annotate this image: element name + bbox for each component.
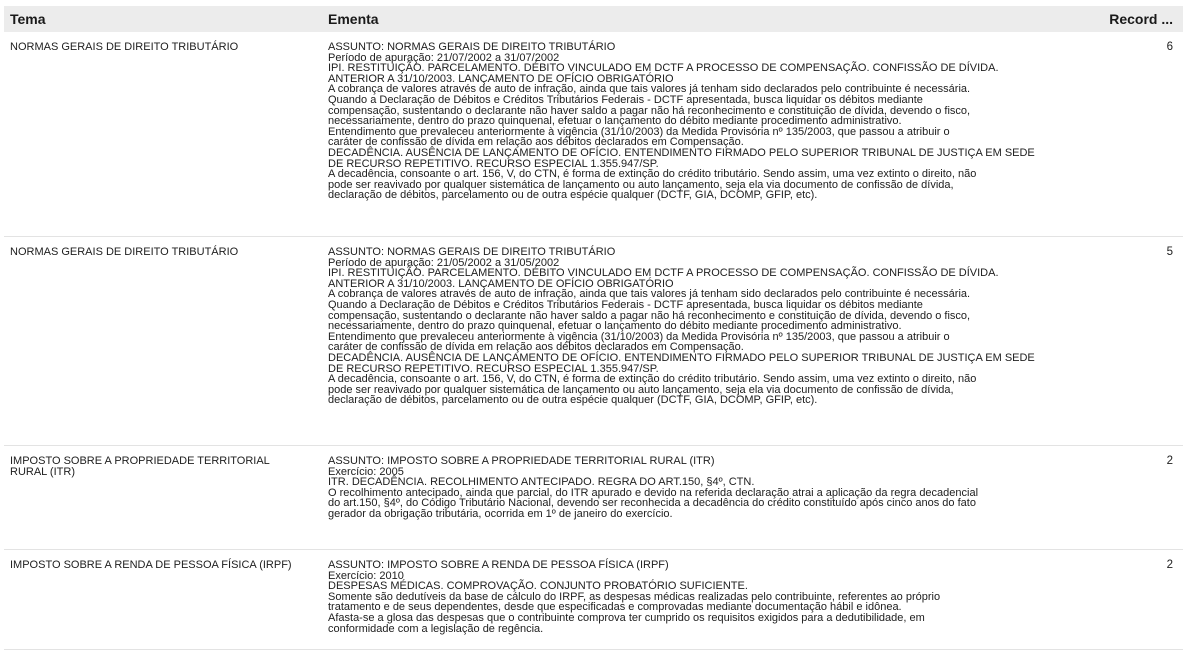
ementa-line: pode ser reavivado por qualquer sistemática de lançamento ou auto lançamento, seja ela via documento de confissão de dívida, xyxy=(328,178,954,191)
ementa-line: A cobrança de valores através de auto de infração, ainda que tais valores já tenham sido declarados pelo contribuinte é necessária. xyxy=(328,288,971,301)
ementa-line: necessariamente, dentro do prazo quinquenal, efetuar o lançamento do débito mediante procedimento administrativo. xyxy=(328,320,902,333)
ementa-line: declaração de débitos, parcelamento ou de outra espécie qualquer (DCTF, GIA, DCOMP, GFIP, etc). xyxy=(328,189,818,202)
cell-record: 6 xyxy=(1166,41,1173,53)
ementa-line: pode ser reavivado por qualquer sistemática de lançamento ou auto lançamento, seja ela via documento de confissão de dívida, xyxy=(328,383,954,396)
ementa-line: compensação, sustentando o declarante não haver saldo a pagar não há reconhecimento e constituição de dívida, devendo o fisco, xyxy=(328,309,971,322)
table-row[interactable] xyxy=(4,550,1183,650)
ementa-line: DE RECURSO REPETITIVO. RECURSO ESPECIAL 1.355.947/SP. xyxy=(328,362,659,375)
ementa-line: Período de apuração: 21/07/2002 a 31/07/2002 xyxy=(328,51,560,64)
column-header-tema[interactable]: Tema xyxy=(10,11,46,27)
ementa-line: declaração de débitos, parcelamento ou de outra espécie qualquer (DCTF, GIA, DCOMP, GFIP, etc). xyxy=(328,394,818,407)
ementa-line: A decadência, consoante o art. 156, V, do CTN, é forma de extinção do crédito tributário. Sendo assim, uma vez extinto o direito, não xyxy=(328,168,977,181)
ementa-line: ASSUNTO: NORMAS GERAIS DE DIREITO TRIBUTÁRIO xyxy=(328,246,616,258)
ementa-line: conformidade com a legislação de regência. xyxy=(328,622,544,635)
ementa-line: Exercício: 2005 xyxy=(328,465,404,478)
ementa-line: DECADÊNCIA. AUSÊNCIA DE LANÇAMENTO DE OFÍCIO. ENTENDIMENTO FIRMADO PELO SUPERIOR TRIBUNAL DE JUSTIÇA EM SEDE xyxy=(328,351,1035,364)
ementa-line: Afasta-se a glosa das despesas que o contribuinte comprova ter cumprido os requisitos exigidos para a dedutibilidade, em xyxy=(328,611,925,624)
ementa-line: ASSUNTO: NORMAS GERAIS DE DIREITO TRIBUTÁRIO xyxy=(328,41,616,53)
ementa-line: IPI. RESTITUIÇÃO. PARCELAMENTO. DÉBITO VINCULADO EM DCTF A PROCESSO DE COMPENSAÇÃO. CONFISSÃO DE DÍVIDA. xyxy=(328,267,999,280)
column-header-record[interactable]: Record ... xyxy=(1109,11,1173,27)
cell-ementa xyxy=(322,560,1100,649)
ementa-line: caráter de confissão de dívida em relação aos débitos declarados em Compensação. xyxy=(328,136,744,149)
cell-ementa xyxy=(322,456,1100,549)
ementa-line: caráter de confissão de dívida em relação aos débitos declarados em Compensação. xyxy=(328,341,744,354)
ementa-line: DE RECURSO REPETITIVO. RECURSO ESPECIAL 1.355.947/SP. xyxy=(328,157,659,170)
cell-record: 2 xyxy=(1166,455,1173,467)
ementa-line: O recolhimento antecipado, ainda que parcial, do ITR apurado e devido na referida declaração atrai a aplicação da regra decadencial xyxy=(328,486,979,499)
cell-ementa xyxy=(322,42,1100,236)
column-header-ementa[interactable]: Ementa xyxy=(328,11,379,27)
ementa-line: IPI. RESTITUIÇÃO. PARCELAMENTO. DÉBITO VINCULADO EM DCTF A PROCESSO DE COMPENSAÇÃO. CONFISSÃO DE DÍVIDA. xyxy=(328,62,999,75)
ementa-line: Quando a Declaração de Débitos e Créditos Tributários Federais - DCTF apresentada, busca liquidar os débitos mediante xyxy=(328,93,923,106)
ementa-line: Período de apuração: 21/05/2002 a 31/05/2002 xyxy=(328,256,560,269)
table-row[interactable] xyxy=(4,237,1183,446)
ementa-line: ANTERIOR A 31/10/2003. LANÇAMENTO DE OFÍCIO OBRIGATÓRIO xyxy=(328,277,674,290)
ementa-line: ASSUNTO: IMPOSTO SOBRE A RENDA DE PESSOA FÍSICA (IRPF) xyxy=(328,559,669,571)
cell-tema: NORMAS GERAIS DE DIREITO TRIBUTÁRIO xyxy=(10,246,239,258)
ementa-line: A cobrança de valores através de auto de infração, ainda que tais valores já tenham sido declarados pelo contribuinte é necessária. xyxy=(328,83,971,96)
cell-tema: NORMAS GERAIS DE DIREITO TRIBUTÁRIO xyxy=(10,41,239,53)
ementa-line: Entendimento que prevaleceu anteriormente à vigência (31/10/2003) da Medida Provisória nº 135/2003, que passou a atribuir o xyxy=(328,125,950,138)
ementa-line: do art.150, §4º, do Código Tributário Nacional, devendo ser reconhecida a decadência do crédito constituído após cinco anos do fato xyxy=(328,497,976,510)
cell-ementa xyxy=(322,247,1100,445)
table-row[interactable] xyxy=(4,32,1183,237)
table-header xyxy=(4,6,1183,32)
ementa-line: gerador da obrigação tributária, ocorrida em 1º de janeiro do exercício. xyxy=(328,507,673,520)
table-row[interactable] xyxy=(4,446,1183,550)
ementa-line: DECADÊNCIA. AUSÊNCIA DE LANÇAMENTO DE OFÍCIO. ENTENDIMENTO FIRMADO PELO SUPERIOR TRIBUNAL DE JUSTIÇA EM SEDE xyxy=(328,146,1035,159)
cell-record: 5 xyxy=(1166,246,1173,258)
ementa-line: DESPESAS MÉDICAS. COMPROVAÇÃO. CONJUNTO PROBATÓRIO SUFICIENTE. xyxy=(328,580,748,593)
ementa-line: ITR. DECADÊNCIA. RECOLHIMENTO ANTECIPADO. REGRA DO ART.150, §4º, CTN. xyxy=(328,476,755,489)
ementa-line: compensação, sustentando o declarante não haver saldo a pagar não há reconhecimento e constituição de dívida, devendo o fisco, xyxy=(328,104,971,117)
ementa-line: necessariamente, dentro do prazo quinquenal, efetuar o lançamento do débito mediante procedimento administrativo. xyxy=(328,115,902,128)
ementa-line: Entendimento que prevaleceu anteriormente à vigência (31/10/2003) da Medida Provisória nº 135/2003, que passou a atribuir o xyxy=(328,330,950,343)
cell-record: 2 xyxy=(1166,559,1173,571)
ementa-line: Quando a Declaração de Débitos e Créditos Tributários Federais - DCTF apresentada, busca liquidar os débitos mediante xyxy=(328,298,923,311)
ementa-line: ASSUNTO: IMPOSTO SOBRE A PROPRIEDADE TERRITORIAL RURAL (ITR) xyxy=(328,455,715,467)
cell-tema: IMPOSTO SOBRE A PROPRIEDADE TERRITORIAL RURAL (ITR) xyxy=(10,455,270,478)
results-table xyxy=(4,6,1183,650)
ementa-line: tratamento e de seus dependentes, desde que especificadas e comprovadas mediante documentação hábil e idônea. xyxy=(328,601,902,614)
ementa-line: A decadência, consoante o art. 156, V, do CTN, é forma de extinção do crédito tributário. Sendo assim, uma vez extinto o direito, não xyxy=(328,373,977,386)
ementa-line: Exercício: 2010 xyxy=(328,569,404,582)
cell-tema: IMPOSTO SOBRE A RENDA DE PESSOA FÍSICA (IRPF) xyxy=(10,559,292,571)
ementa-line: ANTERIOR A 31/10/2003. LANÇAMENTO DE OFÍCIO OBRIGATÓRIO xyxy=(328,72,674,85)
ementa-line: Somente são dedutíveis da base de cálculo do IRPF, as despesas médicas realizadas pelo contribuinte, referentes ao próprio xyxy=(328,590,941,603)
